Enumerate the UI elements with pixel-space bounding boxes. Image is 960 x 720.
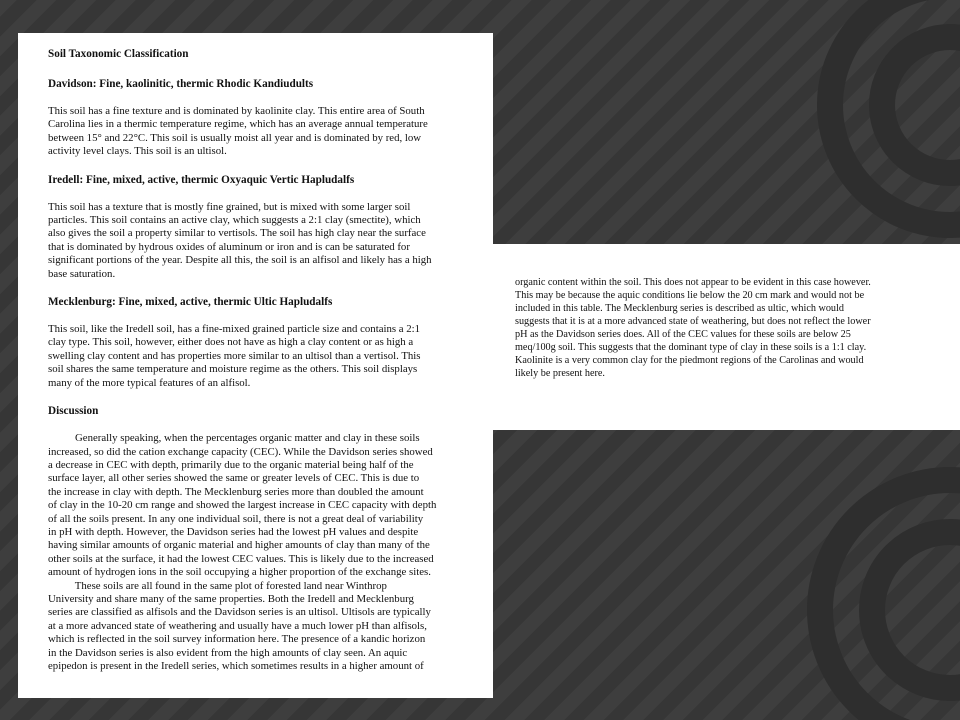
text-line: organic content within the soil. This does not appear to be evident in this case however. <box>515 277 871 288</box>
mecklenburg-heading: Mecklenburg: Fine, mixed, active, thermic Ultic Hapludalfs <box>48 296 333 309</box>
text-line: pH as the Davidson series does. All of the CEC values for these soils are below 25 <box>515 329 851 340</box>
discussion-paragraph-1 <box>48 432 478 579</box>
document-page <box>18 33 493 698</box>
text-line: activity level clays. This soil is an ultisol. <box>48 145 227 158</box>
text-line: many of the more typical features of an alfisol. <box>48 376 251 389</box>
davidson-heading: Davidson: Fine, kaolinitic, thermic Rhodic Kandiudults <box>48 78 314 90</box>
text-line: in the Davidson series is also evident from the high amounts of clay seen. An aquic <box>48 646 408 659</box>
text-line: These soils are all found in the same plot of forested land near Winthrop <box>48 579 387 592</box>
text-line: also gives the soil a property similar to vertisols. The soil has high clay near the surface <box>48 227 426 240</box>
text-line: particles. This soil contains an active clay, which suggests a 2:1 clay (smectite), which <box>48 214 421 227</box>
text-line: surface layer, all other series showed the same or greater levels of CEC. This is due to <box>48 472 420 485</box>
text-line: which is reflected in the soil survey information here. The presence of a kandic horizon <box>48 633 426 646</box>
text-line: series are classified as alfisols and the Davidson series is an ultisol. Ultisols are typically <box>48 606 431 619</box>
text-line: Kaolinite is a very common clay for the piedmont regions of the Carolinas and would <box>515 355 864 366</box>
discussion-heading: Discussion <box>48 405 99 418</box>
discussion-paragraph-2 <box>48 580 478 674</box>
text-line: likely be present here. <box>515 368 605 379</box>
text-line: Carolina lies in a thermic temperature regime, which has an average annual temperature <box>48 118 428 131</box>
text-line: between 15° and 22°C. This soil is usually moist all year and is dominated by red, low <box>48 131 422 144</box>
text-line: at a more advanced state of weathering and usually have a much lower pH than alfisols, <box>48 619 427 632</box>
text-line: This soil has a fine texture and is dominated by kaolinite clay. This entire area of South <box>48 105 425 117</box>
text-line: meq/100g soil. This suggests that the dominant type of clay in these soils is a 1:1 clay. <box>515 342 867 353</box>
text-line: significant portions of the year. Despite all this, the soil is an alfisol and likely has a high <box>48 254 432 267</box>
text-line: of all the soils present. In any one individual soil, there is not a great deal of variability <box>48 512 424 525</box>
iredell-heading: Iredell: Fine, mixed, active, thermic Oxyaquic Vertic Hapludalfs <box>48 173 355 186</box>
document-title: Soil Taxonomic Classification <box>48 48 189 60</box>
text-line: Generally speaking, when the percentages organic matter and clay in these soils <box>48 432 420 445</box>
text-line: This may be because the aquic conditions lie below the 20 cm mark and would not be <box>515 290 865 301</box>
excerpt-paragraph <box>515 276 945 380</box>
text-line: included in this table. The Mecklenburg series is described as ultic, which would <box>515 303 844 314</box>
text-line: other soils at the surface, it had the lowest CEC values. This is likely due to the increased <box>48 552 434 565</box>
text-line: having similar amounts of organic material and higher amounts of clay than many of the <box>48 539 430 552</box>
davidson-paragraph <box>48 105 478 159</box>
text-line: epipedon is present in the Iredell series, which sometimes results in a higher amount of <box>48 660 424 672</box>
text-line: that is dominated by hydrous oxides of aluminum or iron and is can be saturated for <box>48 240 410 253</box>
text-line: increased, so did the cation exchange capacity (CEC). While the Davidson series showed <box>48 445 433 458</box>
text-line: amount of hydrogen ions in the soil occupying a higher proportion of the exchange sites. <box>48 566 431 579</box>
text-line: the increase in clay with depth. The Mecklenburg series more than doubled the amount <box>48 485 424 498</box>
document-excerpt <box>493 244 960 430</box>
text-line: suggests that it is at a more advanced state of weathering, but does not reflect the lower <box>515 316 871 327</box>
text-line: This soil has a texture that is mostly fine grained, but is mixed with some larger soil <box>48 200 411 213</box>
text-line: base saturation. <box>48 267 116 280</box>
text-line: This soil, like the Iredell soil, has a fine-mixed grained particle size and contains a 2:1 <box>48 323 421 336</box>
iredell-paragraph <box>48 201 478 281</box>
mecklenburg-paragraph <box>48 323 478 390</box>
text-line: in pH with depth. However, the Davidson series had the lowest pH values and despite <box>48 525 419 538</box>
text-line: clay type. This soil, however, either does not have as high a clay content or as high a <box>48 336 414 349</box>
text-line: soil shares the same temperature and moisture regime as the others. This soil displays <box>48 363 418 376</box>
text-line: swelling clay content and has properties more similar to an ultisol than a vertisol. This <box>48 349 421 362</box>
text-line: of clay in the 10-20 cm range and showed the largest increase in CEC capacity with depth <box>48 499 437 512</box>
text-line: a decrease in CEC with depth, primarily due to the organic material being half of the <box>48 458 414 471</box>
text-line: University and share many of the same properties. Both the Iredell and Mecklenburg <box>48 592 414 605</box>
